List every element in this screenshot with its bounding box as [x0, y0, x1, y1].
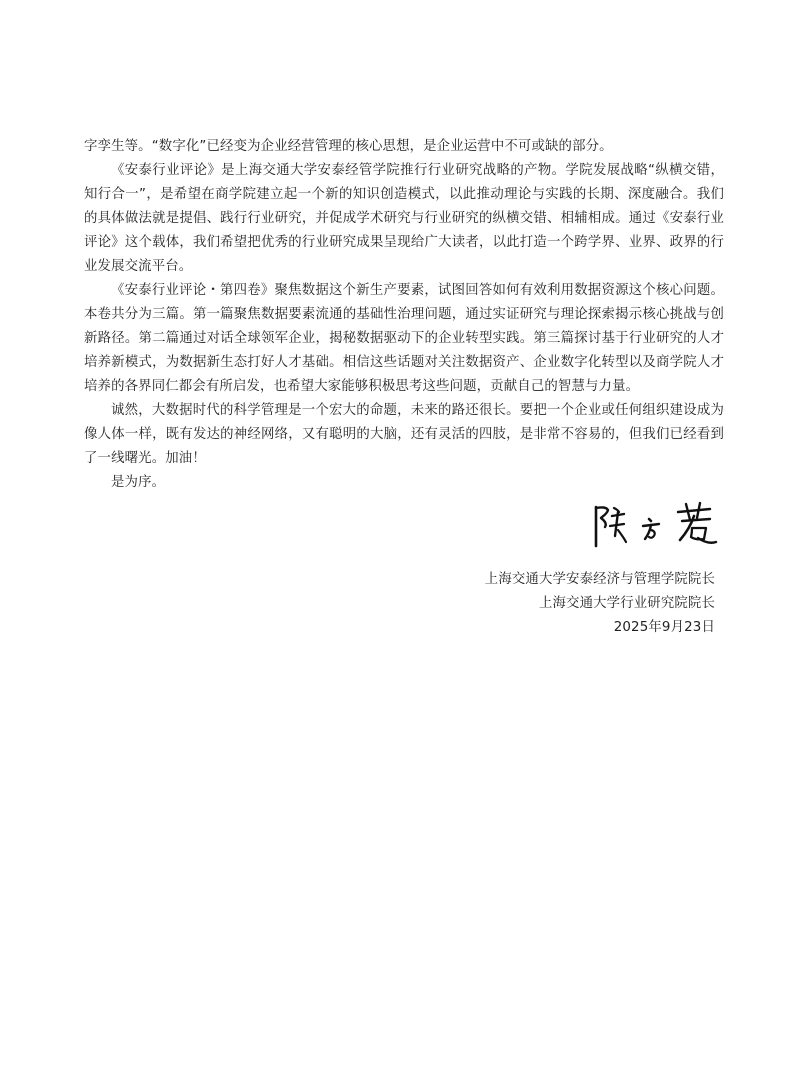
- handwritten-signature: [588, 498, 718, 550]
- paragraph-volume-four: 《安泰行业评论・第四卷》聚焦数据这个新生产要素，试图回答如何有效利用数据资源这个核心问题。本卷共分为三篇。第一篇聚焦数据要素流通的基础性治理问题，通过实证研究与理论探索揭示核心挑战与创新路径。第二篇通过对话全球领军企业，揭秘数据驱动下的企业转型实践。第三篇探讨基于行业研究的人才培养新模式，为数据新生态打好人才基础。相信这些话题对关注数据资产、企业数字化转型以及商学院人才培养的各界同仁都会有所启发，也希望大家能够积极思考这些问题，贡献自己的智慧与力量。: [84, 283, 724, 394]
- author-title-institute: 上海交通大学行业研究院院长: [538, 596, 715, 611]
- author-title-dean: 上海交通大学安泰经济与管理学院院长: [484, 572, 715, 587]
- paragraph-big-data: 诚然，大数据时代的科学管理是一个宏大的命题，未来的路还很长。要把一个企业或任何组织建设成为像人体一样，既有发达的神经网络，又有聪明的大脑，还有灵活的四肢，是非常不容易的，但我们已经看到了一线曙光。加油！: [84, 403, 724, 466]
- paragraph-review-origin: 《安泰行业评论》是上海交通大学安泰经管学院推行行业研究战略的产物。学院发展战略“纵横交错，知行合一”，是希望在商学院建立起一个新的知识创造模式，以此推动理论与实践的长期、深度融合。我们的具体做法就是提倡、践行行业研究，并促成学术研究与行业研究的纵横交错、相辅相成。通过《安泰行业评论》这个载体，我们希望把优秀的行业研究成果呈现给广大读者，以此打造一个跨学界、业界、政界的行业发展交流平台。: [84, 163, 724, 274]
- signature-date: 2025年9月23日: [613, 620, 715, 635]
- preface-body: [84, 135, 724, 495]
- signature-block: [485, 568, 715, 640]
- paragraph-continued: 字孪生等。“数字化”已经变为企业经营管理的核心思想，是企业运营中不可或缺的部分。: [84, 139, 613, 154]
- paragraph-closing: 是为序。: [111, 475, 166, 490]
